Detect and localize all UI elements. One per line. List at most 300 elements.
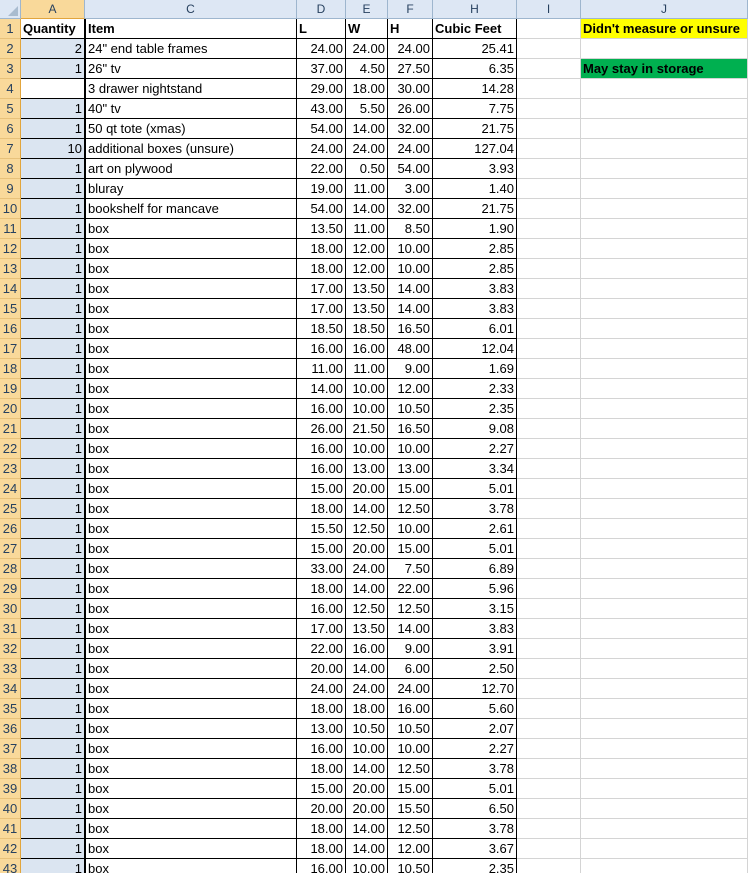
cubic-feet-cell[interactable]: 6.89: [433, 559, 517, 579]
empty-cell[interactable]: [517, 399, 581, 419]
height-cell[interactable]: 10.50: [388, 859, 433, 873]
row-header[interactable]: 1: [0, 19, 21, 39]
length-cell[interactable]: 18.50: [297, 319, 346, 339]
empty-cell[interactable]: [517, 439, 581, 459]
quantity-cell[interactable]: 1: [21, 239, 85, 259]
length-cell[interactable]: 18.00: [297, 579, 346, 599]
item-cell[interactable]: box: [85, 319, 297, 339]
empty-cell[interactable]: [581, 659, 748, 679]
height-cell[interactable]: 15.50: [388, 799, 433, 819]
height-cell[interactable]: 10.00: [388, 439, 433, 459]
cubic-feet-cell[interactable]: 2.61: [433, 519, 517, 539]
length-cell[interactable]: 14.00: [297, 379, 346, 399]
width-cell[interactable]: 14.00: [346, 579, 388, 599]
empty-cell[interactable]: [517, 339, 581, 359]
cubic-feet-cell[interactable]: 5.60: [433, 699, 517, 719]
height-cell[interactable]: 16.00: [388, 699, 433, 719]
quantity-cell[interactable]: 1: [21, 419, 85, 439]
empty-cell[interactable]: [517, 19, 581, 39]
empty-cell[interactable]: [517, 59, 581, 79]
length-cell[interactable]: 22.00: [297, 159, 346, 179]
item-cell[interactable]: box: [85, 519, 297, 539]
item-cell[interactable]: box: [85, 619, 297, 639]
item-cell[interactable]: box: [85, 799, 297, 819]
quantity-cell[interactable]: 1: [21, 479, 85, 499]
height-cell[interactable]: 54.00: [388, 159, 433, 179]
cubic-feet-cell[interactable]: 3.91: [433, 639, 517, 659]
quantity-cell[interactable]: 1: [21, 499, 85, 519]
height-cell[interactable]: 10.50: [388, 399, 433, 419]
width-cell[interactable]: 18.50: [346, 319, 388, 339]
empty-cell[interactable]: [517, 679, 581, 699]
quantity-cell[interactable]: 1: [21, 719, 85, 739]
height-cell[interactable]: 12.50: [388, 499, 433, 519]
row-header[interactable]: 43: [0, 859, 21, 873]
quantity-cell[interactable]: 1: [21, 859, 85, 873]
empty-cell[interactable]: [517, 299, 581, 319]
width-cell[interactable]: 13.50: [346, 619, 388, 639]
column-header-i[interactable]: I: [517, 0, 581, 19]
cubic-feet-cell[interactable]: 21.75: [433, 199, 517, 219]
column-header-e[interactable]: E: [346, 0, 388, 19]
height-cell[interactable]: 3.00: [388, 179, 433, 199]
quantity-cell[interactable]: 1: [21, 459, 85, 479]
height-cell[interactable]: 10.00: [388, 259, 433, 279]
length-cell[interactable]: 13.00: [297, 719, 346, 739]
length-cell[interactable]: 15.00: [297, 539, 346, 559]
item-cell[interactable]: additional boxes (unsure): [85, 139, 297, 159]
empty-cell[interactable]: [581, 439, 748, 459]
row-header[interactable]: 31: [0, 619, 21, 639]
length-cell[interactable]: 13.50: [297, 219, 346, 239]
length-cell[interactable]: 17.00: [297, 299, 346, 319]
length-cell[interactable]: 15.00: [297, 479, 346, 499]
empty-cell[interactable]: [581, 419, 748, 439]
item-cell[interactable]: box: [85, 819, 297, 839]
legend-unsure-cell[interactable]: Didn't measure or unsure: [581, 19, 748, 39]
width-cell[interactable]: 4.50: [346, 59, 388, 79]
width-cell[interactable]: 14.00: [346, 499, 388, 519]
height-cell[interactable]: 7.50: [388, 559, 433, 579]
quantity-cell[interactable]: 1: [21, 439, 85, 459]
width-cell[interactable]: 14.00: [346, 659, 388, 679]
width-cell[interactable]: 0.50: [346, 159, 388, 179]
row-header[interactable]: 4: [0, 79, 21, 99]
height-cell[interactable]: 8.50: [388, 219, 433, 239]
height-cell[interactable]: 14.00: [388, 619, 433, 639]
row-header[interactable]: 38: [0, 759, 21, 779]
empty-cell[interactable]: [517, 419, 581, 439]
empty-cell[interactable]: [517, 579, 581, 599]
quantity-cell[interactable]: 1: [21, 679, 85, 699]
width-cell[interactable]: 24.00: [346, 679, 388, 699]
item-cell[interactable]: box: [85, 279, 297, 299]
empty-cell[interactable]: [581, 539, 748, 559]
height-cell[interactable]: 12.50: [388, 599, 433, 619]
length-cell[interactable]: 54.00: [297, 199, 346, 219]
length-cell[interactable]: 26.00: [297, 419, 346, 439]
cubic-feet-cell[interactable]: 3.78: [433, 819, 517, 839]
cubic-feet-cell[interactable]: 9.08: [433, 419, 517, 439]
item-cell[interactable]: box: [85, 219, 297, 239]
empty-cell[interactable]: [517, 639, 581, 659]
width-cell[interactable]: 11.00: [346, 179, 388, 199]
row-header[interactable]: 10: [0, 199, 21, 219]
item-cell[interactable]: art on plywood: [85, 159, 297, 179]
length-cell[interactable]: 20.00: [297, 799, 346, 819]
quantity-cell[interactable]: 1: [21, 219, 85, 239]
quantity-cell[interactable]: 1: [21, 279, 85, 299]
empty-cell[interactable]: [517, 759, 581, 779]
legend-storage-cell[interactable]: May stay in storage: [581, 59, 748, 79]
width-cell[interactable]: 20.00: [346, 779, 388, 799]
cubic-feet-cell[interactable]: 5.01: [433, 779, 517, 799]
height-cell[interactable]: 30.00: [388, 79, 433, 99]
width-cell[interactable]: 13.50: [346, 279, 388, 299]
row-header[interactable]: 8: [0, 159, 21, 179]
quantity-cell[interactable]: 1: [21, 399, 85, 419]
cubic-feet-cell[interactable]: 5.01: [433, 479, 517, 499]
height-cell[interactable]: 15.00: [388, 779, 433, 799]
row-header[interactable]: 24: [0, 479, 21, 499]
length-cell[interactable]: 29.00: [297, 79, 346, 99]
length-cell[interactable]: 16.00: [297, 739, 346, 759]
quantity-cell[interactable]: 1: [21, 539, 85, 559]
empty-cell[interactable]: [581, 719, 748, 739]
item-cell[interactable]: 26" tv: [85, 59, 297, 79]
column-header-h[interactable]: H: [433, 0, 517, 19]
empty-cell[interactable]: [517, 99, 581, 119]
length-cell[interactable]: 37.00: [297, 59, 346, 79]
row-header[interactable]: 29: [0, 579, 21, 599]
row-header[interactable]: 2: [0, 39, 21, 59]
empty-cell[interactable]: [517, 719, 581, 739]
width-cell[interactable]: 24.00: [346, 139, 388, 159]
height-cell[interactable]: 26.00: [388, 99, 433, 119]
cubic-feet-cell[interactable]: 3.78: [433, 499, 517, 519]
quantity-cell[interactable]: 1: [21, 259, 85, 279]
height-cell[interactable]: 24.00: [388, 39, 433, 59]
row-header[interactable]: 34: [0, 679, 21, 699]
empty-cell[interactable]: [517, 779, 581, 799]
row-header[interactable]: 20: [0, 399, 21, 419]
width-cell[interactable]: 10.00: [346, 859, 388, 873]
cubic-feet-cell[interactable]: 1.69: [433, 359, 517, 379]
cubic-feet-cell[interactable]: 6.35: [433, 59, 517, 79]
height-cell[interactable]: 12.50: [388, 759, 433, 779]
item-cell[interactable]: 40" tv: [85, 99, 297, 119]
height-cell[interactable]: 9.00: [388, 639, 433, 659]
row-header[interactable]: 5: [0, 99, 21, 119]
cubic-feet-cell[interactable]: 14.28: [433, 79, 517, 99]
row-header[interactable]: 7: [0, 139, 21, 159]
empty-cell[interactable]: [517, 159, 581, 179]
width-cell[interactable]: 10.00: [346, 399, 388, 419]
quantity-cell[interactable]: 1: [21, 359, 85, 379]
quantity-cell[interactable]: 1: [21, 199, 85, 219]
empty-cell[interactable]: [581, 399, 748, 419]
cubic-feet-cell[interactable]: 6.50: [433, 799, 517, 819]
cubic-feet-cell[interactable]: 2.27: [433, 439, 517, 459]
column-header-f[interactable]: F: [388, 0, 433, 19]
cubic-feet-cell[interactable]: 3.83: [433, 299, 517, 319]
item-cell[interactable]: box: [85, 759, 297, 779]
width-cell[interactable]: 24.00: [346, 559, 388, 579]
width-cell[interactable]: 10.00: [346, 439, 388, 459]
quantity-cell[interactable]: 1: [21, 659, 85, 679]
length-cell[interactable]: 16.00: [297, 859, 346, 873]
empty-cell[interactable]: [517, 799, 581, 819]
empty-cell[interactable]: [581, 819, 748, 839]
width-cell[interactable]: 10.00: [346, 739, 388, 759]
cubic-feet-cell[interactable]: 12.70: [433, 679, 517, 699]
empty-cell[interactable]: [581, 479, 748, 499]
row-header[interactable]: 18: [0, 359, 21, 379]
length-cell[interactable]: 24.00: [297, 679, 346, 699]
width-cell[interactable]: 24.00: [346, 39, 388, 59]
cubic-feet-cell[interactable]: 3.34: [433, 459, 517, 479]
height-cell[interactable]: 14.00: [388, 279, 433, 299]
empty-cell[interactable]: [517, 39, 581, 59]
empty-cell[interactable]: [581, 679, 748, 699]
width-cell[interactable]: 12.00: [346, 239, 388, 259]
height-cell[interactable]: 24.00: [388, 679, 433, 699]
width-cell[interactable]: 14.00: [346, 839, 388, 859]
empty-cell[interactable]: [581, 459, 748, 479]
length-cell[interactable]: 18.00: [297, 759, 346, 779]
item-cell[interactable]: box: [85, 459, 297, 479]
quantity-cell[interactable]: 1: [21, 119, 85, 139]
height-cell[interactable]: 10.00: [388, 239, 433, 259]
row-header[interactable]: 23: [0, 459, 21, 479]
empty-cell[interactable]: [517, 539, 581, 559]
empty-cell[interactable]: [581, 699, 748, 719]
empty-cell[interactable]: [581, 219, 748, 239]
item-cell[interactable]: box: [85, 339, 297, 359]
cubic-feet-cell[interactable]: 21.75: [433, 119, 517, 139]
quantity-cell[interactable]: 1: [21, 559, 85, 579]
cubic-feet-cell[interactable]: 2.85: [433, 239, 517, 259]
row-header[interactable]: 41: [0, 819, 21, 839]
quantity-cell[interactable]: 1: [21, 179, 85, 199]
length-cell[interactable]: 17.00: [297, 279, 346, 299]
empty-cell[interactable]: [581, 359, 748, 379]
width-cell[interactable]: 20.00: [346, 479, 388, 499]
quantity-cell[interactable]: 1: [21, 99, 85, 119]
empty-cell[interactable]: [517, 199, 581, 219]
width-cell[interactable]: 21.50: [346, 419, 388, 439]
height-cell[interactable]: 12.50: [388, 819, 433, 839]
empty-cell[interactable]: [581, 739, 748, 759]
item-header-cell[interactable]: Item: [85, 19, 297, 39]
length-header-cell[interactable]: L: [297, 19, 346, 39]
height-cell[interactable]: 10.00: [388, 739, 433, 759]
empty-cell[interactable]: [581, 779, 748, 799]
empty-cell[interactable]: [581, 259, 748, 279]
row-header[interactable]: 36: [0, 719, 21, 739]
empty-cell[interactable]: [581, 379, 748, 399]
empty-cell[interactable]: [517, 479, 581, 499]
height-cell[interactable]: 16.50: [388, 419, 433, 439]
row-header[interactable]: 19: [0, 379, 21, 399]
item-cell[interactable]: 50 qt tote (xmas): [85, 119, 297, 139]
height-cell[interactable]: 14.00: [388, 299, 433, 319]
item-cell[interactable]: box: [85, 439, 297, 459]
empty-cell[interactable]: [581, 119, 748, 139]
empty-cell[interactable]: [517, 519, 581, 539]
item-cell[interactable]: box: [85, 719, 297, 739]
length-cell[interactable]: 24.00: [297, 139, 346, 159]
length-cell[interactable]: 16.00: [297, 339, 346, 359]
width-cell[interactable]: 11.00: [346, 219, 388, 239]
empty-cell[interactable]: [517, 739, 581, 759]
length-cell[interactable]: 33.00: [297, 559, 346, 579]
row-header[interactable]: 17: [0, 339, 21, 359]
cubic-feet-cell[interactable]: 3.83: [433, 619, 517, 639]
cubic-feet-cell[interactable]: 5.01: [433, 539, 517, 559]
item-cell[interactable]: box: [85, 579, 297, 599]
quantity-cell[interactable]: 1: [21, 379, 85, 399]
empty-cell[interactable]: [517, 819, 581, 839]
cubic-feet-cell[interactable]: 2.33: [433, 379, 517, 399]
length-cell[interactable]: 54.00: [297, 119, 346, 139]
item-cell[interactable]: box: [85, 539, 297, 559]
item-cell[interactable]: box: [85, 559, 297, 579]
empty-cell[interactable]: [581, 319, 748, 339]
width-cell[interactable]: 14.00: [346, 199, 388, 219]
width-cell[interactable]: 12.00: [346, 259, 388, 279]
row-header[interactable]: 25: [0, 499, 21, 519]
quantity-cell[interactable]: 1: [21, 639, 85, 659]
empty-cell[interactable]: [581, 519, 748, 539]
length-cell[interactable]: 18.00: [297, 259, 346, 279]
cubic-feet-cell[interactable]: 2.85: [433, 259, 517, 279]
empty-cell[interactable]: [581, 619, 748, 639]
cubic-feet-cell[interactable]: 3.78: [433, 759, 517, 779]
empty-cell[interactable]: [581, 79, 748, 99]
row-header[interactable]: 26: [0, 519, 21, 539]
length-cell[interactable]: 15.00: [297, 779, 346, 799]
width-cell[interactable]: 14.00: [346, 759, 388, 779]
width-cell[interactable]: 16.00: [346, 339, 388, 359]
row-header[interactable]: 16: [0, 319, 21, 339]
quantity-cell[interactable]: 1: [21, 739, 85, 759]
row-header[interactable]: 15: [0, 299, 21, 319]
height-cell[interactable]: 16.50: [388, 319, 433, 339]
height-cell[interactable]: 13.00: [388, 459, 433, 479]
empty-cell[interactable]: [581, 579, 748, 599]
length-cell[interactable]: 43.00: [297, 99, 346, 119]
row-header[interactable]: 40: [0, 799, 21, 819]
width-cell[interactable]: 20.00: [346, 799, 388, 819]
row-header[interactable]: 33: [0, 659, 21, 679]
empty-cell[interactable]: [517, 139, 581, 159]
row-header[interactable]: 22: [0, 439, 21, 459]
quantity-cell[interactable]: 1: [21, 839, 85, 859]
quantity-cell[interactable]: 1: [21, 599, 85, 619]
item-cell[interactable]: box: [85, 679, 297, 699]
empty-cell[interactable]: [581, 299, 748, 319]
empty-cell[interactable]: [517, 379, 581, 399]
row-header[interactable]: 39: [0, 779, 21, 799]
length-cell[interactable]: 16.00: [297, 599, 346, 619]
height-cell[interactable]: 32.00: [388, 199, 433, 219]
quantity-cell[interactable]: 1: [21, 779, 85, 799]
width-cell[interactable]: 12.50: [346, 519, 388, 539]
cubic-feet-cell[interactable]: 5.96: [433, 579, 517, 599]
height-cell[interactable]: 27.50: [388, 59, 433, 79]
height-cell[interactable]: 48.00: [388, 339, 433, 359]
item-cell[interactable]: box: [85, 699, 297, 719]
length-cell[interactable]: 18.00: [297, 239, 346, 259]
item-cell[interactable]: box: [85, 479, 297, 499]
empty-cell[interactable]: [581, 179, 748, 199]
width-cell[interactable]: 18.00: [346, 79, 388, 99]
select-all-corner[interactable]: [0, 0, 21, 19]
empty-cell[interactable]: [581, 99, 748, 119]
quantity-cell[interactable]: 2: [21, 39, 85, 59]
empty-cell[interactable]: [517, 219, 581, 239]
length-cell[interactable]: 18.00: [297, 499, 346, 519]
row-header[interactable]: 28: [0, 559, 21, 579]
cubic-feet-cell[interactable]: 7.75: [433, 99, 517, 119]
width-cell[interactable]: 14.00: [346, 819, 388, 839]
empty-cell[interactable]: [581, 239, 748, 259]
empty-cell[interactable]: [517, 459, 581, 479]
empty-cell[interactable]: [517, 319, 581, 339]
height-cell[interactable]: 10.50: [388, 719, 433, 739]
row-header[interactable]: 14: [0, 279, 21, 299]
cubic-feet-cell[interactable]: 1.40: [433, 179, 517, 199]
height-cell[interactable]: 9.00: [388, 359, 433, 379]
item-cell[interactable]: box: [85, 379, 297, 399]
height-cell[interactable]: 15.00: [388, 479, 433, 499]
height-cell[interactable]: 12.00: [388, 379, 433, 399]
empty-cell[interactable]: [517, 179, 581, 199]
item-cell[interactable]: box: [85, 839, 297, 859]
row-header[interactable]: 21: [0, 419, 21, 439]
cubic-feet-cell[interactable]: 3.15: [433, 599, 517, 619]
length-cell[interactable]: 16.00: [297, 459, 346, 479]
empty-cell[interactable]: [517, 599, 581, 619]
empty-cell[interactable]: [517, 359, 581, 379]
item-cell[interactable]: box: [85, 259, 297, 279]
empty-cell[interactable]: [581, 499, 748, 519]
length-cell[interactable]: 17.00: [297, 619, 346, 639]
empty-cell[interactable]: [517, 119, 581, 139]
item-cell[interactable]: 3 drawer nightstand: [85, 79, 297, 99]
empty-cell[interactable]: [581, 559, 748, 579]
row-header[interactable]: 3: [0, 59, 21, 79]
item-cell[interactable]: box: [85, 599, 297, 619]
cubic-feet-cell[interactable]: 2.27: [433, 739, 517, 759]
item-cell[interactable]: box: [85, 359, 297, 379]
height-cell[interactable]: 15.00: [388, 539, 433, 559]
empty-cell[interactable]: [517, 279, 581, 299]
width-header-cell[interactable]: W: [346, 19, 388, 39]
empty-cell[interactable]: [581, 639, 748, 659]
cubic-feet-cell[interactable]: 2.07: [433, 719, 517, 739]
row-header[interactable]: 6: [0, 119, 21, 139]
cubic-feet-cell[interactable]: 12.04: [433, 339, 517, 359]
empty-cell[interactable]: [581, 199, 748, 219]
item-cell[interactable]: box: [85, 739, 297, 759]
height-cell[interactable]: 32.00: [388, 119, 433, 139]
quantity-cell[interactable]: 1: [21, 299, 85, 319]
item-cell[interactable]: box: [85, 779, 297, 799]
length-cell[interactable]: 15.50: [297, 519, 346, 539]
cubic-feet-cell[interactable]: 2.35: [433, 399, 517, 419]
